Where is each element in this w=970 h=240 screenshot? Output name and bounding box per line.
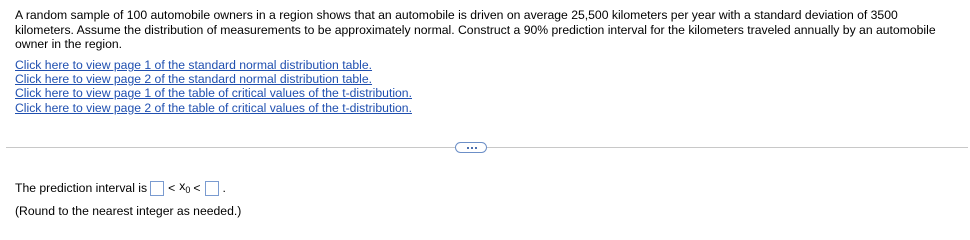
less-than-sign-1: < [168, 181, 176, 195]
answer-section [15, 177, 241, 220]
less-than-sign-2: < [193, 181, 201, 195]
answer-prefix: The prediction interval is [15, 181, 148, 195]
link-t-table-page-1[interactable]: Click here to view page 1 of the table of critical values of the t-distribution. [15, 86, 412, 101]
link-normal-table-page-1[interactable]: Click here to view page 1 of the standard normal distribution table. [15, 58, 373, 72]
lower-bound-input[interactable] [150, 181, 164, 196]
variable-x0 [179, 177, 190, 199]
upper-bound-input[interactable] [205, 181, 219, 196]
more-button[interactable] [455, 142, 487, 153]
answer-suffix: . [222, 181, 226, 195]
reference-links [15, 58, 412, 115]
link-t-table-page-2[interactable]: Click here to view page 2 of the table of critical values of the t-distribution. [15, 100, 412, 115]
link-normal-table-page-2[interactable]: Click here to view page 2 of the standard normal distribution table. [15, 72, 373, 87]
question-text [15, 8, 955, 52]
section-divider [6, 147, 968, 148]
prediction-interval-line [15, 177, 241, 199]
rounding-hint: (Round to the nearest integer as needed.) [15, 204, 242, 218]
question-paragraph: A random sample of 100 automobile owners in a region shows that an automobile is driven on average 25,500 kilometers per year with a standard deviation of 3500 kilometers. Assume the distribution of measurements to be approximately normal. Construct a 90% prediction interval for the kilometers traveled annually by an automobile owner in the region. [15, 8, 936, 52]
variable-subscript: 0 [185, 185, 191, 195]
variable-x: x [179, 179, 186, 193]
